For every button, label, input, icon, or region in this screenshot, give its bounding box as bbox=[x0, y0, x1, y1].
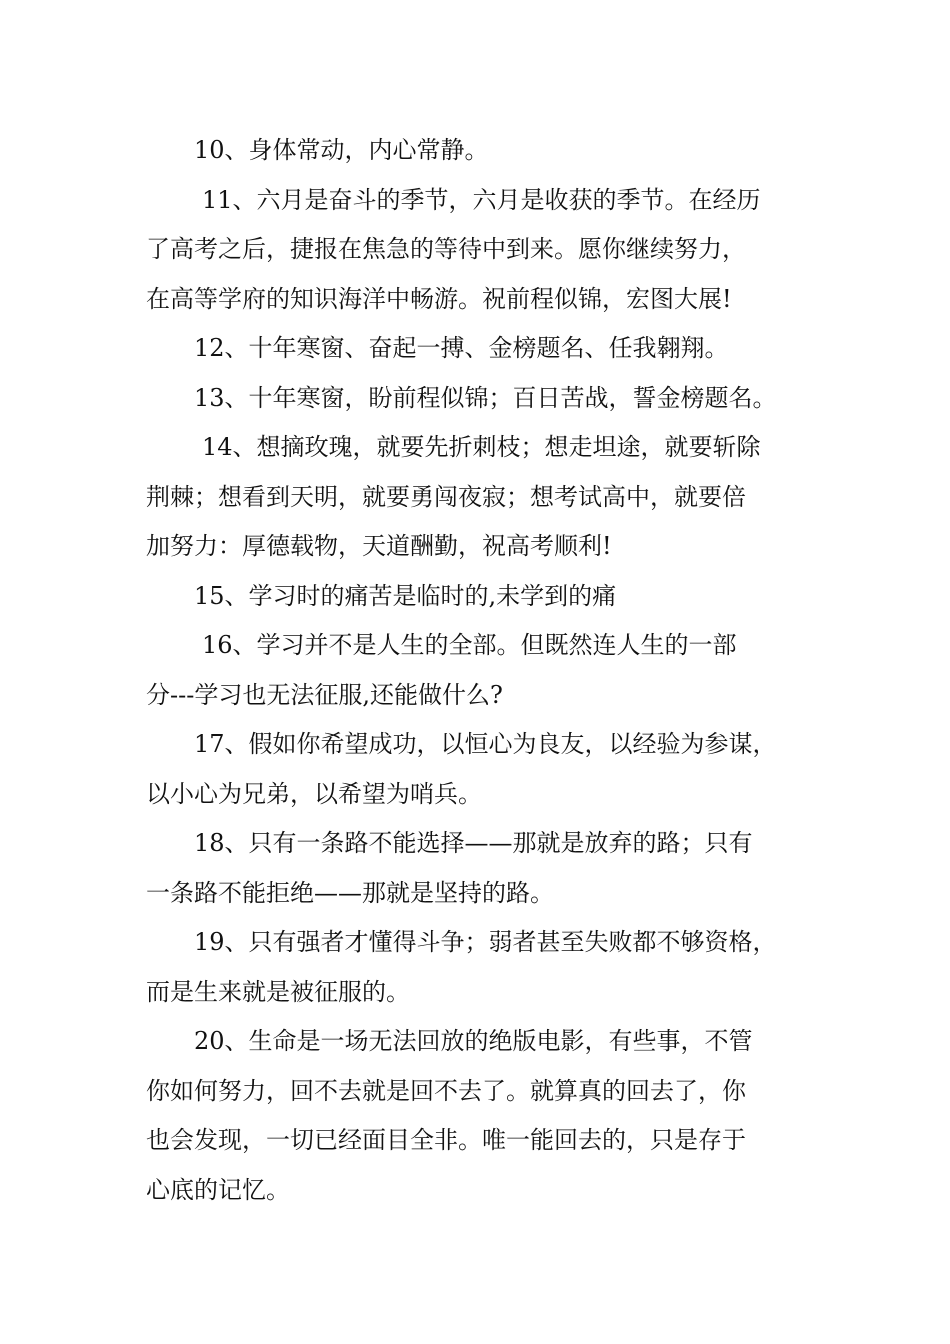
paragraph-20 bbox=[146, 1017, 816, 1215]
paragraph-line: 以小心为兄弟，以希望为哨兵。 bbox=[146, 779, 482, 808]
paragraph-line: 14、想摘玫瑰，就要先折刺枝；想走坦途，就要斩除 bbox=[202, 433, 761, 461]
paragraph-line: 分---学习也无法征服,还能做什么? bbox=[146, 680, 503, 709]
paragraph-12 bbox=[146, 324, 816, 374]
paragraph-19 bbox=[146, 918, 816, 1017]
paragraph-line: 也会发现，一切已经面目全非。唯一能回去的，只是存于 bbox=[146, 1126, 746, 1154]
paragraph-line: 15、学习时的痛苦是临时的,未学到的痛 bbox=[194, 581, 617, 610]
paragraph-line: 你如何努力，回不去就是回不去了。就算真的回去了，你 bbox=[146, 1076, 746, 1105]
paragraph-15 bbox=[146, 572, 816, 622]
paragraph-line: 荆棘；想看到天明，就要勇闯夜寂；想考试高中，就要倍 bbox=[146, 482, 746, 511]
paragraph-10 bbox=[146, 126, 816, 176]
paragraph-line: 12、十年寒窗、奋起一搏、金榜题名、任我翱翔。 bbox=[194, 334, 729, 362]
paragraph-line: 11、六月是奋斗的季节，六月是收获的季节。在经历 bbox=[202, 185, 761, 214]
paragraph-13 bbox=[146, 374, 816, 424]
document-body bbox=[146, 126, 816, 1215]
paragraph-16 bbox=[146, 621, 816, 720]
paragraph-line: 16、学习并不是人生的全部。但既然连人生的一部 bbox=[202, 631, 737, 659]
paragraph-17 bbox=[146, 720, 816, 819]
paragraph-line: 一条路不能拒绝——那就是坚持的路。 bbox=[146, 878, 554, 907]
paragraph-11 bbox=[146, 176, 816, 325]
paragraph-line: 在高等学府的知识海洋中畅游。祝前程似锦，宏图大展! bbox=[146, 284, 732, 313]
paragraph-line: 13、十年寒窗，盼前程似锦；百日苦战，誓金榜题名。 bbox=[194, 383, 777, 412]
paragraph-line: 而是生来就是被征服的。 bbox=[146, 977, 410, 1006]
paragraph-line: 18、只有一条路不能选择——那就是放弃的路；只有 bbox=[194, 829, 753, 857]
paragraph-line: 了高考之后，捷报在焦急的等待中到来。愿你继续努力， bbox=[146, 235, 746, 263]
paragraph-line: 加努力：厚德载物，天道酬勤，祝高考顺利! bbox=[146, 532, 612, 560]
paragraph-line: 10、身体常动，内心常静。 bbox=[194, 136, 489, 164]
paragraph-line: 20、生命是一场无法回放的绝版电影，有些事，不管 bbox=[194, 1027, 753, 1055]
paragraph-line: 19、只有强者才懂得斗争；弱者甚至失败都不够资格， bbox=[194, 928, 777, 956]
paragraph-14 bbox=[146, 423, 816, 572]
paragraph-line: 17、假如你希望成功，以恒心为良友，以经验为参谋， bbox=[194, 730, 777, 758]
paragraph-18 bbox=[146, 819, 816, 918]
paragraph-line: 心底的记忆。 bbox=[146, 1175, 290, 1204]
